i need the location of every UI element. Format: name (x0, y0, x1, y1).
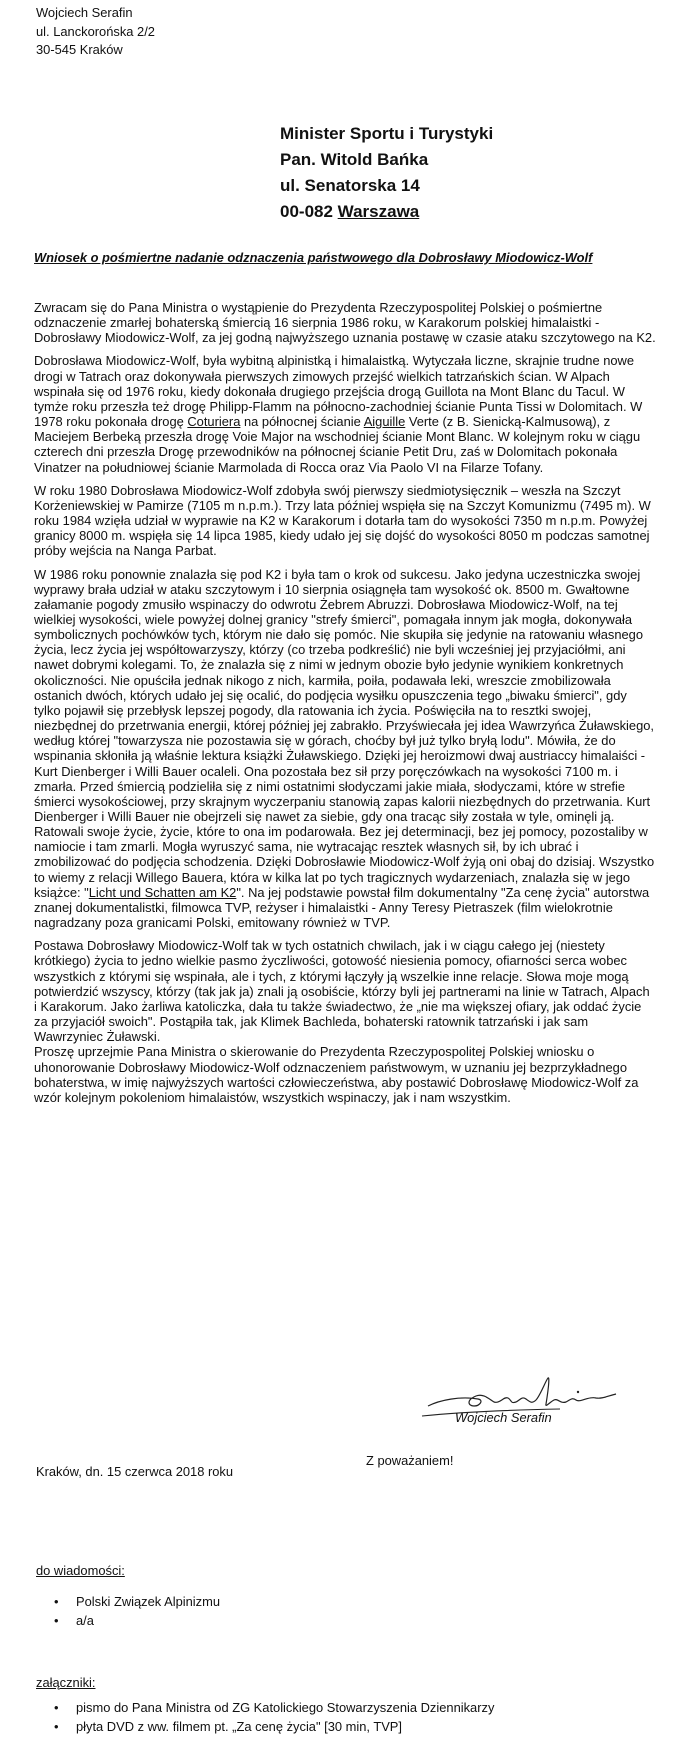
closing-salutation: Z poważaniem! (366, 1453, 454, 1468)
paragraph-request: Proszę uprzejmie Pana Ministra o skierowanie do Prezydenta Rzeczypospolitej Polskiej wniosku o uhonorowanie Dobrosławy Miodowicz-Wolf odznaczeniem państwowym, w uznaniu jej bezprzykładnego bohaterstwa, w imię najwyższych wartości człowieczeństwa, aby postawić Dobrosławę Miodowicz-Wolf za wzór kolejnym pokoleniom himalaistów, wszystkich wspinaczy, jak i nam wszystkim. (34, 1044, 639, 1105)
attachments-label: załączniki: (36, 1675, 96, 1690)
recipient-address (280, 121, 493, 225)
paragraph-intro: Zwracam się do Pana Ministra o wystąpienie do Prezydenta Rzeczypospolitej Polskiej o pośmiertne odznaczenie zmarłej bohaterską śmiercią 16 sierpnia 1986 roku, w Karakorum polskiej himalaistki - Dobrosławy Miodowicz-Wolf, za jej godną najwyższego uznania postawę w czasie ataku szczytowego na K2. (34, 300, 656, 346)
recipient-street: ul. Senatorska 14 (280, 176, 420, 195)
letter-subject: Wniosek o pośmiertne nadanie odznaczenia państwowego dla Dobrosławy Miodowicz-Wolf (34, 250, 593, 265)
cc-item: • Polski Związek Alpinizmu (36, 1592, 220, 1611)
sender-postal-city: 30-545 Kraków (36, 42, 123, 57)
paragraph-k2-1986: W 1986 roku ponownie znalazła się pod K2 i była tam o krok od sukcesu. Jako jedyna uczestniczka swojej wyprawy brała udział w ataku szczytowym i 10 sierpnia osiągnęła tam wysokość ok. 8500 m. Gwałtowne załamanie pogody zmusiło wspinaczy do odwrotu Żebrem Abruzzi. Dobrosława Miodowicz-Wolf, na tej wielkiej wysokości, wiele powyżej dolnej granicy "strefy śmierci", pomagała innym jak mogła, dokonywała symbolicznych pochówków tych, którym nie dało się pomóc. Nie skupiła się jedynie na ratowaniu własnego życia, lecz życia jej współtowarzyszy, którzy (co trzeba podkreślić) nie byli wcześniej jej przyjaciółmi, ani nawet dobrymi kolegami. To, że znalazła się z nimi w jednym obozie było jedynie wynikiem konkretnych okoliczności. Nie opuściła jednak nikogo z nich, karmiła, poiła, podawała leki, wreszcie zmobilizowała ostanich dwóch, których udało jej się ocalić, do podjęcia wysiłku opuszczenia tego „biwaku śmierci", gdy tylko pojawił się przebłysk lepszej pogody, dla ratowania ich życia. Poświęciła na to resztki swojej, niezbędnej do przetrwania energii, której później jej zabrakło. Przyświecała jej idea Wawrzyńca Żuławskiego, według której "towarzysza nie pozostawia się w górach, choćby był już tylko bryłą lodu". Mówiła, że do wspinania skłoniła ją właśnie lektura książki Żuławskiego. Dzięki jej heroizmowi dwaj austriaccy himalaiści - Kurt Dienberger i Willi Bauer ocaleli. Ona pozostała bez sił przy poręczówkach na wysokości 7100 m. i zmarła. Przed śmiercią podzieliła się z nimi ostatnimi słodyczami jakie miała, słodyczami, które w strefie śmierci wysokościowej, przy skrajnym wyczerpaniu stanowią zapas kalorii niezbędnych do przetrwania. Kurt Dienberger i Willi Bauer nie obejrzeli się nawet za siebie, gdy ona tracąc siły została w tyle, ominęli ją. Ratowali swoje życie, życie, które to ona im podarowała. Bez jej determinacji, bez jej pomocy, pozostaliby w namiocie i tam zmarli. Mogła wyruszyć sama, nie wytracając resztek własnych sił, by ich ubrać i zmobilizować do podjęcia schodzenia. Dzięki Dobrosławie Miodowicz-Wolf żyją oni obaj do dzisiaj. Wszystko to wiemy z relacji Willego Bauera, która w kilka lat po tych tragicznych wydarzeniach, znalazła się w jego książce: "Licht und Schatten am K2". Na jej podstawie powstał film dokumentalny "Za cenę życia" autorstwa znanej dokumentalistki, filmowca TVP, reżyser i himalaistki - Anny Teresy Pietraszek (film wielokrotnie nagradzany poza granicami Polski, emitowany również w TVP. (34, 566, 655, 931)
recipient-name: Pan. Witold Bańka (280, 150, 429, 169)
letter-body (34, 300, 656, 1113)
signer-name: Wojciech Serafin (455, 1410, 552, 1425)
attachment-item: • pismo do Pana Ministra od ZG Katolickiego Stowarzyszenia Dziennikarzy (36, 1698, 494, 1717)
cc-item: • a/a (36, 1611, 220, 1630)
sender-address (36, 4, 155, 60)
attachments-list (36, 1698, 494, 1736)
attachment-item: • płyta DVD z ww. filmem pt. „Za cenę życia" [30 min, TVP] (36, 1717, 494, 1736)
paragraph-biography: Dobrosława Miodowicz-Wolf, była wybitną alpinistką i himalaistką. Wytyczała liczne, skrajnie trudne nowe drogi w Tatrach oraz dokonywała pierwszych zimowych przejść wielkich tatrzańskich ścian. W Alpach wspinała się od 1976 roku, kiedy dokonała drugiego przejścia drogą Guillota na Mont Blanc du Tacul. W tymże roku przeszła też drogę Philipp-Flamm na północno-zachodniej ścianie Punta Tissi w Dolomitach. W 1978 roku pokonała drogę Coturiera na północnej ścianie Aiguille Verte (z B. Sienicką-Kalmusową), z Maciejem Berbeką przeszła drogę Voie Major na wschodniej ścianie Mont Blanc. W kolejnym roku w ciągu czterech dni przeszła Drogę przewodników na północnej ścianie Petit Dru, zaś w Dolomitach pokonała Vinatzer na południowej ścianie Marmolada di Rocca oraz Via Paolo VI na Filarze Tofany. (34, 353, 643, 475)
place-date: Kraków, dn. 15 czerwca 2018 roku (36, 1464, 234, 1479)
paragraph-attitude: Postawa Dobrosławy Miodowicz-Wolf tak w tych ostatnich chwilach, jak i w ciągu całego jej (niestety krótkiego) życia to jedno wielkie pasmo życzliwości, gotowość niesienia pomocy, ofiarności serca wobec wszystkich z którymi się wspinała, ale i tych, z którymi łączyły ją wszelkie inne relacje. Słowa moje mogą potwierdzić wszyscy, którzy (tak jak ja) znali ją osobiście, którzy byli jej partnerami na linie w Tatrach, Alpach i Karakorum. Jako żarliwa katoliczka, dała tu także świadectwo, że „nie ma większej ofiary, jak oddać życie za przyjaciół swoich". Postąpiła tak, jak Klimek Bachleda, bohaterski ratownik tatrzański i jak sam Wawrzyniec Żuławski. (34, 938, 650, 1045)
sender-street: ul. Lanckorońska 2/2 (36, 23, 155, 39)
recipient-city: Warszawa (337, 202, 420, 221)
cc-list (36, 1592, 220, 1630)
recipient-postal: 00-082 (280, 202, 338, 221)
cc-label: do wiadomości: (36, 1563, 125, 1578)
sender-name: Wojciech Serafin (36, 5, 133, 20)
recipient-postal-city (280, 199, 493, 225)
paragraph-himalaya: W roku 1980 Dobrosława Miodowicz-Wolf zdobyła swój pierwszy siedmiotysięcznik – weszła na Szczyt Korżeniewskiej w Pamirze (7105 m n.p.m.). Trzy lata później wspięła się na Szczyt Komunizmu (7495 m). W roku 1984 wzięła udział w wyprawie na K2 w Karakorum i dotarła tam do wysokości 7350 m n.p.m. Powyżej granicy 8000 m. wspięła się 14 lipca 1985, kiedy udało jej się dojść do wysokości 8050 m podczas samotnej próby wejścia na Nanga Parbat. (34, 482, 651, 559)
recipient-title: Minister Sportu i Turystyki (280, 124, 494, 143)
